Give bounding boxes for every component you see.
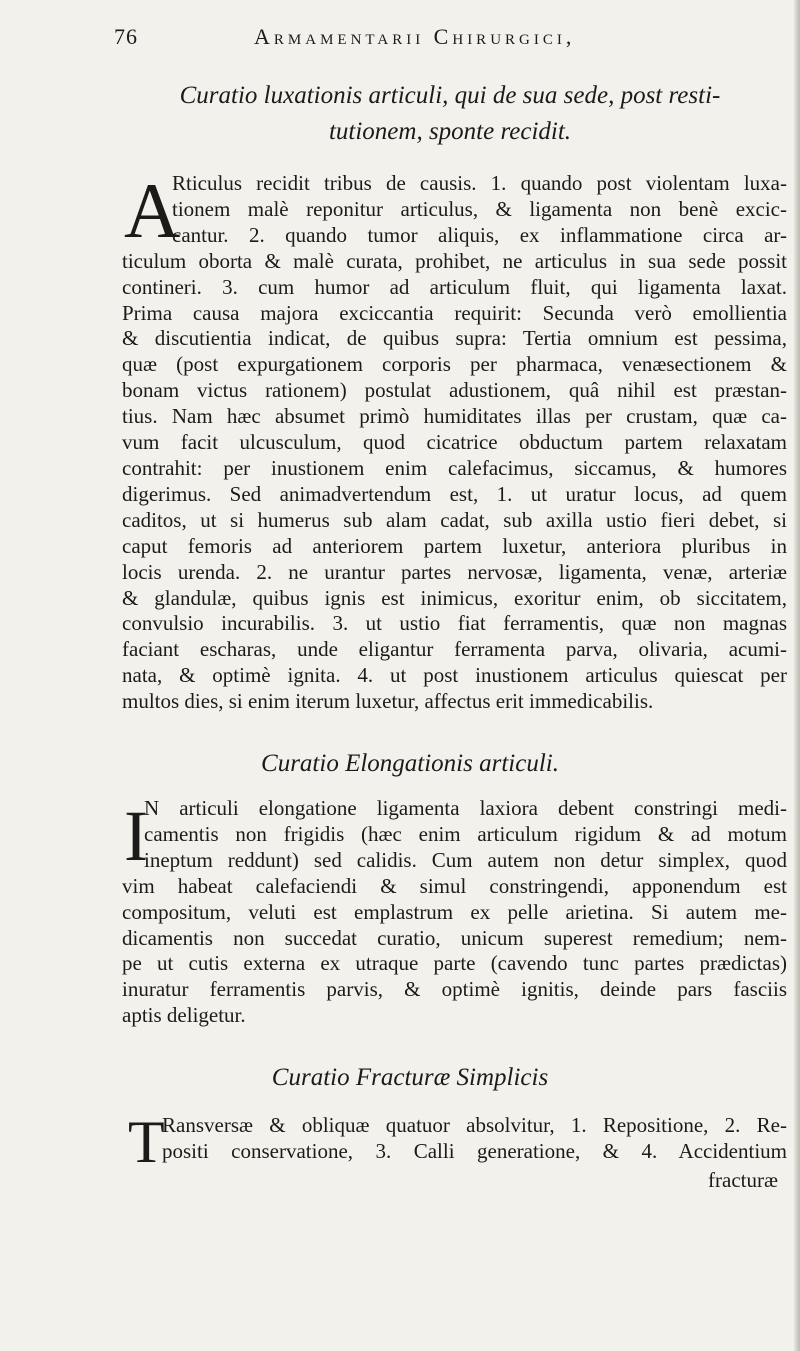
text-line: faciant escharas, unde eligantur ferramenta parva, olivaria, acumi- [122,637,787,662]
text-line: inuratur ferramentis parvis, & optimè ignitis, deinde pars fasciis [122,977,787,1002]
drop-cap: A [124,167,181,254]
paragraph-fracture [122,1113,787,1165]
text-line: & discutientia indicat, de quibus supra: Tertia omnium est pessima, [122,326,787,351]
text-line: Rticulus recidit tribus de causis. 1. quando post violentam luxa- [172,171,787,195]
section-title-elongation: Curatio Elongationis articuli. [261,750,559,777]
catchword: fracturæ [708,1168,778,1192]
text-line: Prima causa majora exciccantia requirit: Secunda verò emollientia [122,300,787,325]
text-line: digerimus. Sed animadvertendum est, 1. ut uratur locus, ad quem [122,481,787,506]
text-line: camentis non frigidis (hæc enim articulum rigidum & ad motum [144,821,787,846]
text-line: multos dies, si enim iterum luxetur, affectus erit immedicabilis. [122,689,654,714]
text-line: ineptum reddunt) sed calidis. Cum autem non detur simplex, quod [144,847,787,872]
section-title-luxation [150,78,750,150]
text-line: nata, & optimè ignita. 4. ut post inustionem articulus quiescat per [122,663,787,688]
text-line: vum facit ulcusculum, quod cicatrice obductum partem relaxatam [122,430,787,455]
text-line: contrahit: per inustionem enim calefacimus, siccamus, & humores [122,455,787,480]
running-head: Armamentarii Chirurgici, [254,24,576,49]
page-edge-shadow [794,0,800,1351]
text-line: caditos, ut si humerus sub alam cadat, sub axilla ustio fieri debet, si [122,507,787,532]
drop-cap: T [128,1109,165,1175]
text-line: tius. Nam hæc absumet primò humiditates illas per crustam, quæ ca- [122,404,787,429]
text-line: N articuli elongatione ligamenta laxiora debent constringi medi- [144,796,787,820]
paragraph-luxation [122,167,787,715]
text-line: ticulum oborta & malè curata, prohibet, ne articulus in sua sede possit [122,248,787,273]
text-line: cantur. 2. quando tumor aliquis, ex inflammatione circa ar- [172,222,787,247]
section-title-fracture: Curatio Fracturæ Simplicis [271,1064,549,1091]
section-title-line: tutionem, sponte recidit. [328,118,572,145]
text-line: dicamentis non succedat curatio, unicum superest remedium; nem- [122,925,787,950]
section-title-line: Curatio luxationis articuli, qui de sua sede, post resti- [179,82,721,109]
drop-cap: I [124,796,148,876]
text-line: contineri. 3. cum humor ad articulum fluit, qui ligamenta laxat. [122,274,787,299]
page-header [114,24,714,60]
text-line: bonam victus rationem) postulat adustionem, quâ nihil est præstan- [122,378,787,403]
text-line: & glandulæ, quibus ignis est inimicus, exoritur enim, ob siccitatem, [122,585,787,610]
text-line: positi conservatione, 3. Calli generatione, & 4. Accidentium [162,1138,787,1163]
text-line: pe ut cutis externa ex utraque parte (cavendo tunc partes prædictas) [122,951,787,976]
text-line: quæ (post expurgationem corporis per pharmaca, venæsectionem & [122,352,787,377]
text-line: convulsio incurabilis. 3. ut ustio fiat ferramentis, quæ non magnas [122,611,787,636]
text-line: compositum, veluti est emplastrum ex pelle arietina. Si autem me- [122,899,787,924]
text-line: locis urenda. 2. ne urantur partes nervosæ, ligamenta, venæ, arteriæ [122,559,787,584]
text-line: caput femoris ad anteriorem partem luxetur, anteriora pluribus in [122,533,787,558]
page-number: 76 [114,24,138,49]
paragraph-elongation [122,796,787,1029]
text-line: tionem malè reponitur articulus, & ligamenta non benè excic- [172,196,787,221]
text-line: aptis deligetur. [122,1003,246,1028]
text-line: Ransversæ & obliquæ quatuor absolvitur, 1. Repositione, 2. Re- [162,1113,787,1137]
text-line: vim habeat calefaciendi & simul constringendi, apponendum est [122,873,787,898]
